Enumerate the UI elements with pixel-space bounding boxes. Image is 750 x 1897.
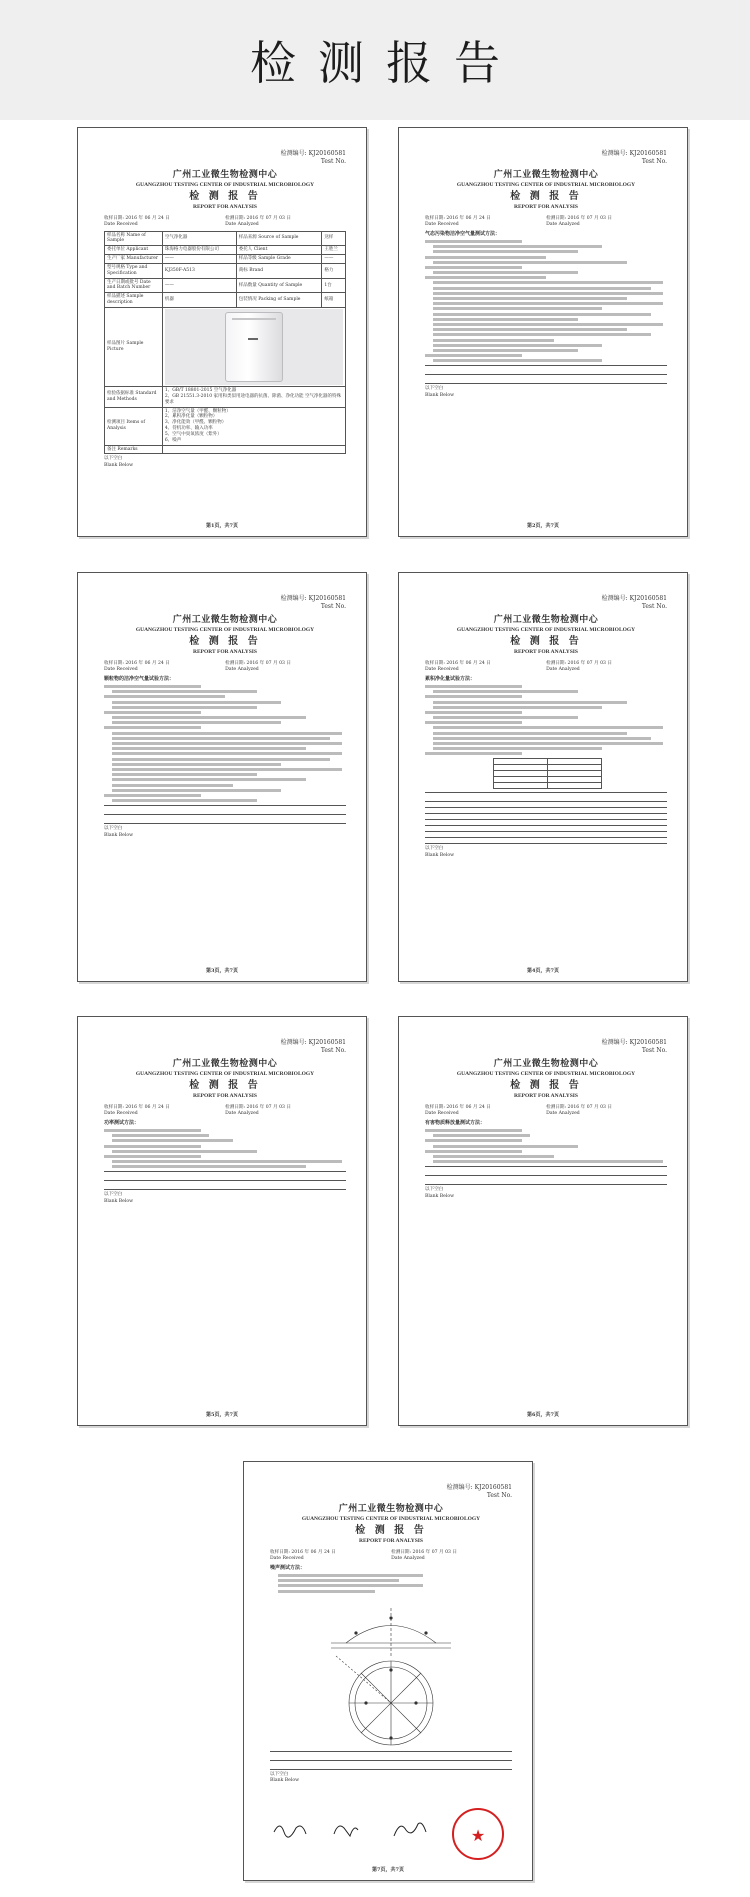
report-header [104, 169, 346, 212]
method-text [104, 1129, 346, 1168]
report-title-cn: 检 测 报 告 [355, 1524, 427, 1536]
cell: KJ350F-A513 [162, 263, 236, 278]
cell: 1台 [322, 278, 346, 293]
cell: —— [162, 255, 236, 264]
items-label: 检测项目 Items of Analysis [105, 407, 163, 445]
date-received: 收样日期: 2016 年 06 月 24 日 [104, 216, 170, 222]
method-text [425, 685, 667, 755]
report-page-7 [243, 1461, 533, 1881]
blank-en: Blank Below [425, 853, 455, 859]
sample-photo [165, 309, 343, 385]
result-table [270, 1751, 512, 1770]
method-text [425, 1129, 667, 1163]
report-title-cn: 检 测 报 告 [510, 1079, 582, 1091]
section-title: 气态污染物洁净空气量测试方法： [425, 230, 501, 237]
cell: 型号规格 Type and Specification [105, 263, 163, 278]
section-title: 噪声测试方法： [270, 1564, 306, 1571]
method-text [425, 240, 667, 362]
report-header [270, 1503, 512, 1546]
date-received-en: Date Received [425, 1110, 459, 1116]
page-footer: 第3页，共7页 [206, 967, 238, 974]
blank-below [104, 1192, 346, 1205]
section-title: 功率测试方法： [104, 1119, 140, 1126]
org-name-cn: 广州工业微生物检测中心 [172, 614, 278, 625]
section-title: 累积净化量试验方法： [425, 675, 476, 682]
cell: 机器 [162, 293, 236, 308]
cell: 委托人 Client [236, 246, 322, 255]
blank-en: Blank Below [104, 1198, 134, 1204]
date-received-en: Date Received [104, 666, 138, 672]
official-seal [452, 1808, 504, 1860]
cell: 样品描述 Sample description [105, 293, 163, 308]
date-row [270, 1550, 512, 1561]
signatures [264, 1814, 464, 1844]
analysis-item: 4、待机功率、输入功率 [164, 426, 213, 432]
blank-cn: 以下空白 [104, 1192, 123, 1198]
blank-below [425, 386, 667, 399]
date-analyzed: 检测日期: 2016 年 07 月 03 日 [546, 1105, 612, 1111]
standard-list [162, 386, 345, 407]
sample-photo-cell [162, 307, 345, 386]
date-analyzed-en: Date Analyzed [391, 1555, 425, 1561]
org-name-cn: 广州工业微生物检测中心 [493, 1058, 599, 1069]
test-no-text: Test No. [320, 602, 346, 610]
report-title-en: REPORT FOR ANALYSIS [193, 204, 257, 211]
cell: 生产厂家 Manufacturer [105, 255, 163, 264]
date-received: 收样日期: 2016 年 06 月 24 日 [104, 1105, 170, 1111]
blank-below [425, 1187, 667, 1200]
report-header [425, 614, 667, 657]
date-received-en: Date Received [425, 221, 459, 227]
date-analyzed-en: Date Analyzed [546, 221, 580, 227]
banner-title: 检测报告 [250, 36, 522, 90]
report-title-en: REPORT FOR ANALYSIS [359, 1538, 423, 1545]
report-number [425, 150, 667, 166]
date-analyzed-en: Date Analyzed [225, 1110, 259, 1116]
date-analyzed: 检测日期: 2016 年 07 月 03 日 [225, 216, 291, 222]
test-no-text: Test No. [641, 157, 667, 165]
blank-cn: 以下空白 [425, 846, 444, 852]
cell: 商标 Brand [236, 263, 322, 278]
date-received-en: Date Received [270, 1555, 304, 1561]
org-name-en: GUANGZHOU TESTING CENTER OF INDUSTRIAL MICROBIOLOGY [456, 626, 636, 633]
date-row [425, 216, 667, 227]
org-name-en: GUANGZHOU TESTING CENTER OF INDUSTRIAL MICROBIOLOGY [301, 1515, 481, 1522]
air-purifier-image [225, 312, 283, 382]
date-row [425, 1105, 667, 1116]
org-name-cn: 广州工业微生物检测中心 [493, 169, 599, 180]
report-number [104, 1039, 346, 1055]
report-number [270, 1484, 512, 1500]
report-title-en: REPORT FOR ANALYSIS [514, 649, 578, 656]
items-list [162, 407, 345, 445]
sample-info-table [104, 231, 346, 455]
report-title-cn: 检 测 报 告 [189, 635, 261, 647]
date-analyzed: 检测日期: 2016 年 07 月 03 日 [546, 661, 612, 667]
cell: —— [322, 255, 346, 264]
org-name-en: GUANGZHOU TESTING CENTER OF INDUSTRIAL MICROBIOLOGY [135, 626, 315, 633]
org-name-cn: 广州工业微生物检测中心 [172, 169, 278, 180]
report-number-text: 检测编号: KJ20160581 [280, 150, 346, 157]
blank-en: Blank Below [104, 463, 134, 469]
cell: 委托单位 Applicant [105, 246, 163, 255]
date-received: 收样日期: 2016 年 06 月 24 日 [425, 661, 491, 667]
report-page-3 [77, 572, 367, 982]
date-analyzed-en: Date Analyzed [225, 221, 259, 227]
blank-cn: 以下空白 [425, 1187, 444, 1193]
blank-cn: 以下空白 [425, 386, 444, 392]
date-analyzed-en: Date Analyzed [546, 1110, 580, 1116]
cell: 纸箱 [322, 293, 346, 308]
test-no-text: Test No. [641, 602, 667, 610]
report-page-2 [398, 127, 688, 537]
cell: 送样 [322, 231, 346, 246]
report-title-en: REPORT FOR ANALYSIS [514, 204, 578, 211]
method-text [270, 1574, 512, 1593]
cell: 包装情况 Packing of Sample [236, 293, 322, 308]
blank-below [104, 826, 346, 839]
org-name-en: GUANGZHOU TESTING CENTER OF INDUSTRIAL MICROBIOLOGY [135, 1070, 315, 1077]
date-analyzed: 检测日期: 2016 年 07 月 03 日 [546, 216, 612, 222]
page-footer: 第5页，共7页 [206, 1411, 238, 1418]
concentration-table [493, 758, 602, 789]
test-no-text: Test No. [320, 1046, 346, 1054]
report-page-4 [398, 572, 688, 982]
page-footer: 第2页，共7页 [527, 522, 559, 529]
report-page-1 [77, 127, 367, 537]
standard-item: 2、GB 21551.3-2010 家用和类似用途电器的抗菌、除菌、净化功能 空气净化器的特殊要求 [164, 393, 341, 405]
date-received: 收样日期: 2016 年 06 月 24 日 [270, 1550, 336, 1556]
blank-cn: 以下空白 [104, 826, 123, 832]
date-row [104, 661, 346, 672]
cell: 样品等级 Sample Grade [236, 255, 322, 264]
result-table [425, 365, 667, 384]
standard-item: 1、GB/T 18801-2015 空气净化器 [164, 387, 237, 393]
blank-below [425, 846, 667, 859]
page-footer: 第4页，共7页 [527, 967, 559, 974]
test-no-text: Test No. [486, 1491, 512, 1499]
cell: 样品数量 Quantity of Sample [236, 278, 322, 293]
date-row [425, 661, 667, 672]
report-number-text: 检测编号: KJ20160581 [601, 150, 667, 157]
date-analyzed: 检测日期: 2016 年 07 月 03 日 [391, 1550, 457, 1556]
result-table [425, 1166, 667, 1185]
standard-label: 检验依据标准 Standard and Methods [105, 386, 163, 407]
report-title-cn: 检 测 报 告 [189, 190, 261, 202]
report-number-text: 检测编号: KJ20160581 [280, 1039, 346, 1046]
report-header [425, 169, 667, 212]
analysis-item: 3、净化能效（甲醛、颗粒物） [164, 420, 227, 426]
date-analyzed: 检测日期: 2016 年 07 月 03 日 [225, 1105, 291, 1111]
date-received: 收样日期: 2016 年 06 月 24 日 [425, 1105, 491, 1111]
date-analyzed-en: Date Analyzed [546, 666, 580, 672]
remarks-value [162, 445, 345, 454]
report-number [104, 595, 346, 611]
photo-label: 样品图片 Sample Picture [105, 307, 163, 386]
blank-cn: 以下空白 [270, 1771, 289, 1777]
report-header [104, 614, 346, 657]
cell: 空气净化器 [162, 231, 236, 246]
page-footer: 第7页，共7页 [372, 1866, 404, 1873]
date-received-en: Date Received [104, 1110, 138, 1116]
blank-en: Blank Below [104, 832, 134, 838]
org-name-en: GUANGZHOU TESTING CENTER OF INDUSTRIAL MICROBIOLOGY [456, 1070, 636, 1077]
report-title-en: REPORT FOR ANALYSIS [193, 1093, 257, 1100]
date-analyzed-en: Date Analyzed [225, 666, 259, 672]
banner [0, 0, 750, 120]
cell: —— [162, 278, 236, 293]
result-table [425, 792, 667, 844]
method-text [104, 685, 346, 802]
result-table [104, 1171, 346, 1190]
cell: 样品来源 Source of Sample [236, 231, 322, 246]
report-page-5 [77, 1016, 367, 1426]
date-analyzed: 检测日期: 2016 年 07 月 03 日 [225, 661, 291, 667]
blank-en: Blank Below [270, 1778, 300, 1784]
blank-below [270, 1772, 512, 1785]
org-name-en: GUANGZHOU TESTING CENTER OF INDUSTRIAL MICROBIOLOGY [456, 181, 636, 188]
result-table [104, 805, 346, 824]
report-number-text: 检测编号: KJ20160581 [601, 595, 667, 602]
report-number-text: 检测编号: KJ20160581 [280, 595, 346, 602]
date-received-en: Date Received [425, 666, 459, 672]
report-number-text: 检测编号: KJ20160581 [601, 1039, 667, 1046]
date-received-en: Date Received [104, 221, 138, 227]
page-footer: 第1页，共7页 [206, 522, 238, 529]
microphone-position-drawing [306, 1598, 476, 1748]
blank-en: Blank Below [425, 1193, 455, 1199]
cell: 珠海格力电器股份有限公司 [162, 246, 236, 255]
blank-en: Blank Below [425, 392, 455, 398]
report-header [425, 1058, 667, 1101]
report-title-en: REPORT FOR ANALYSIS [514, 1093, 578, 1100]
report-number [425, 1039, 667, 1055]
report-page-6 [398, 1016, 688, 1426]
analysis-item: 2、累积净化量（颗粒物） [164, 414, 218, 420]
page-footer: 第6页，共7页 [527, 1411, 559, 1418]
org-name-en: GUANGZHOU TESTING CENTER OF INDUSTRIAL MICROBIOLOGY [135, 181, 315, 188]
report-number [425, 595, 667, 611]
blank-below [104, 456, 346, 469]
report-title-cn: 检 测 报 告 [189, 1079, 261, 1091]
report-title-cn: 检 测 报 告 [510, 190, 582, 202]
date-row [104, 1105, 346, 1116]
cell: 生产日期或批号 Date and Batch Number [105, 278, 163, 293]
cell: 王胜兰 [322, 246, 346, 255]
analysis-item: 1、洁净空气量（甲醛、颗粒物） [164, 408, 231, 414]
section-title: 有害物质释放量测试方法： [425, 1119, 486, 1126]
blank-cn: 以下空白 [104, 456, 123, 462]
test-no-text: Test No. [320, 157, 346, 165]
report-number [104, 150, 346, 166]
date-received: 收样日期: 2016 年 06 月 24 日 [104, 661, 170, 667]
analysis-item: 6、噪声 [164, 437, 182, 443]
cell: 样品名称 Name of Sample [105, 231, 163, 246]
org-name-cn: 广州工业微生物检测中心 [338, 1503, 444, 1514]
date-row [104, 216, 346, 227]
date-received: 收样日期: 2016 年 06 月 24 日 [425, 216, 491, 222]
report-title-en: REPORT FOR ANALYSIS [193, 649, 257, 656]
signature-row [264, 1814, 512, 1854]
report-number-text: 检测编号: KJ20160581 [446, 1484, 512, 1491]
cell: 格力 [322, 263, 346, 278]
analysis-item: 5、空气中臭氧浓度（紫外） [164, 431, 222, 437]
org-name-cn: 广州工业微生物检测中心 [493, 614, 599, 625]
remarks-label: 备注 Remarks [105, 445, 163, 454]
test-no-text: Test No. [641, 1046, 667, 1054]
report-header [104, 1058, 346, 1101]
org-name-cn: 广州工业微生物检测中心 [172, 1058, 278, 1069]
section-title: 颗粒物的洁净空气量试验方法： [104, 675, 175, 682]
report-title-cn: 检 测 报 告 [510, 635, 582, 647]
